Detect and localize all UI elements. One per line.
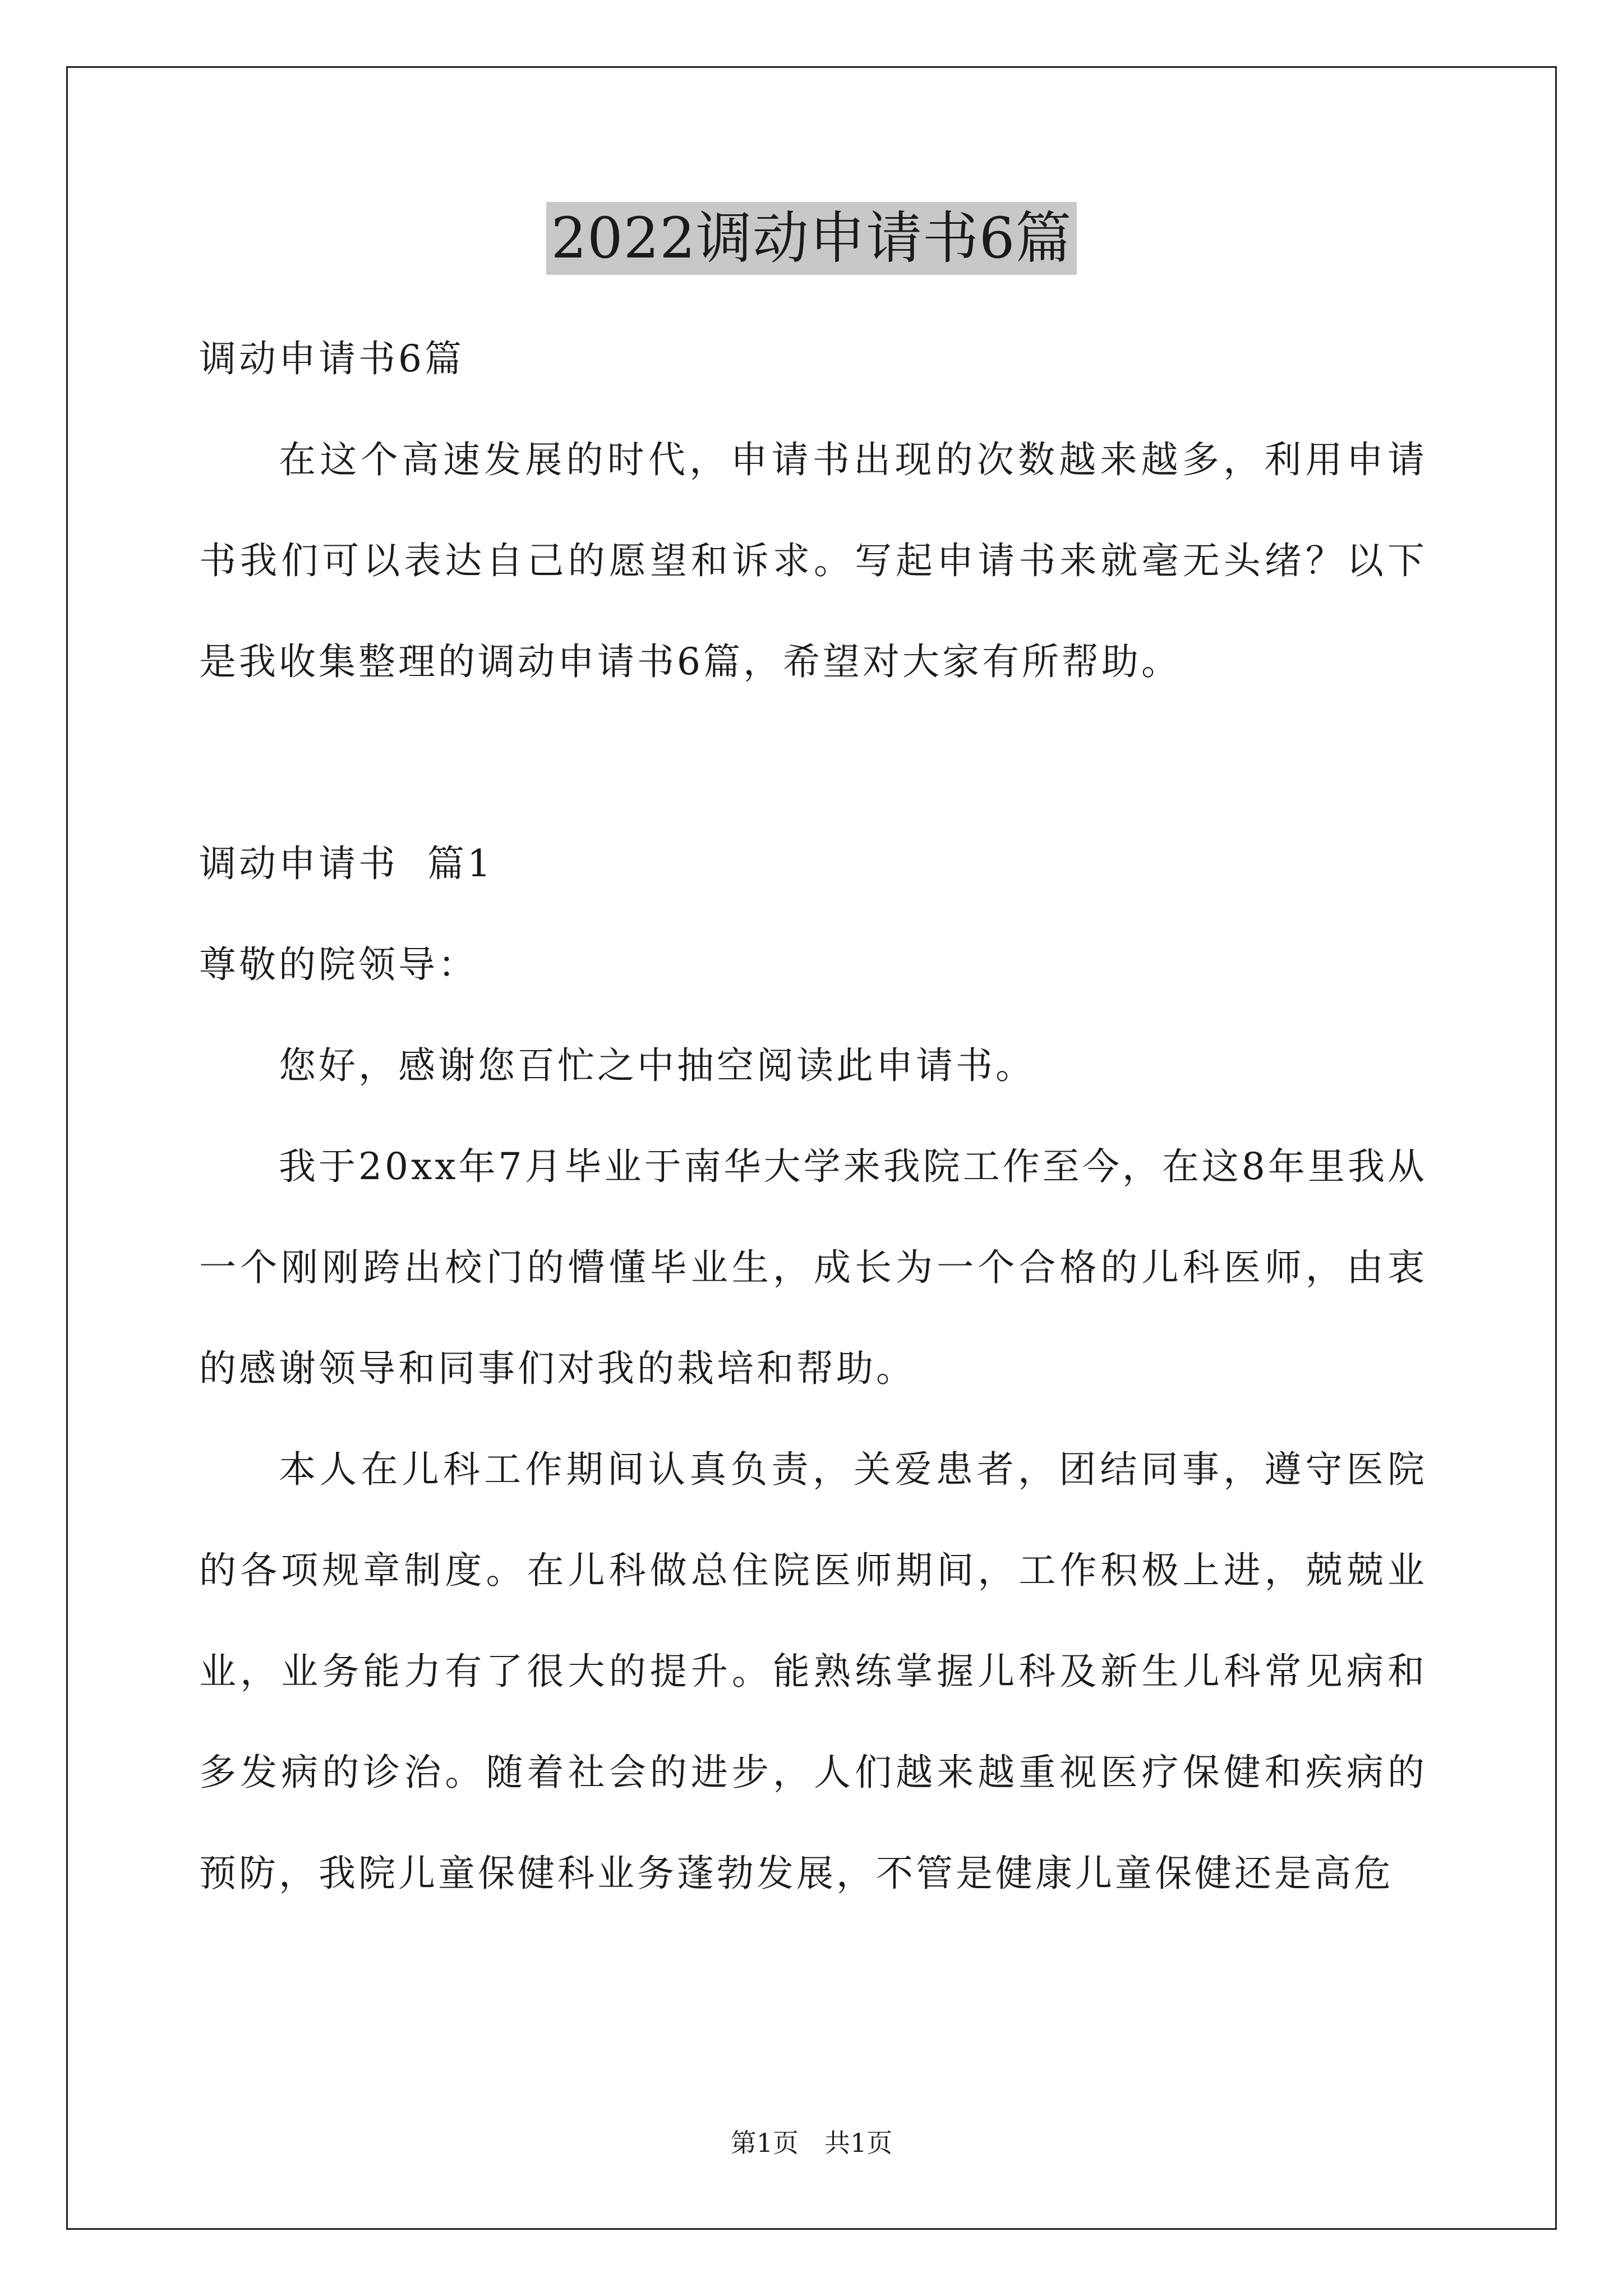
page-number-current: 第1页 bbox=[730, 2128, 799, 2158]
document-title: 2022调动申请书6篇 bbox=[546, 202, 1076, 275]
body-paragraph: 您好，感谢您百忙之中抽空阅读此申请书。 bbox=[279, 1044, 1035, 1087]
title-container bbox=[0, 202, 1623, 275]
page-footer bbox=[0, 2126, 1623, 2160]
body-paragraph: 本人在儿科工作期间认真负责，关爱患者，团结同事，遵守医院的各项规章制度。在儿科做总住院医师期间，工作积极上进，兢兢业业，业务能力有了很大的提升。能熟练掌握儿科及新生儿科常见病和多发病的诊治。随着社会的进步，人们越来越重视医疗保健和疾病的预防，我院儿童保健科业务蓬勃发展，不管是健康儿童保健还是高危 bbox=[199, 1448, 1427, 1895]
section-heading: 调动申请书 篇1 bbox=[199, 842, 494, 885]
spacer bbox=[199, 712, 1427, 813]
salutation: 尊敬的院领导： bbox=[199, 943, 478, 986]
body-paragraph: 我于20xx年7月毕业于南华大学来我院工作至今，在这8年里我从一个刚刚跨出校门的懵懂毕业生，成长为一个合格的儿科医师，由衷的感谢领导和同事们对我的栽培和帮助。 bbox=[199, 1145, 1427, 1390]
document-body bbox=[199, 309, 1427, 1924]
intro-paragraph: 在这个高速发展的时代，申请书出现的次数越来越多，利用申请书我们可以表达自己的愿望和诉求。写起申请书来就毫无头绪？以下是我收集整理的调动申请书6篇，希望对大家有所帮助。 bbox=[199, 438, 1427, 683]
document-subtitle: 调动申请书6篇 bbox=[199, 337, 464, 380]
page-number-total: 共1页 bbox=[824, 2128, 893, 2158]
